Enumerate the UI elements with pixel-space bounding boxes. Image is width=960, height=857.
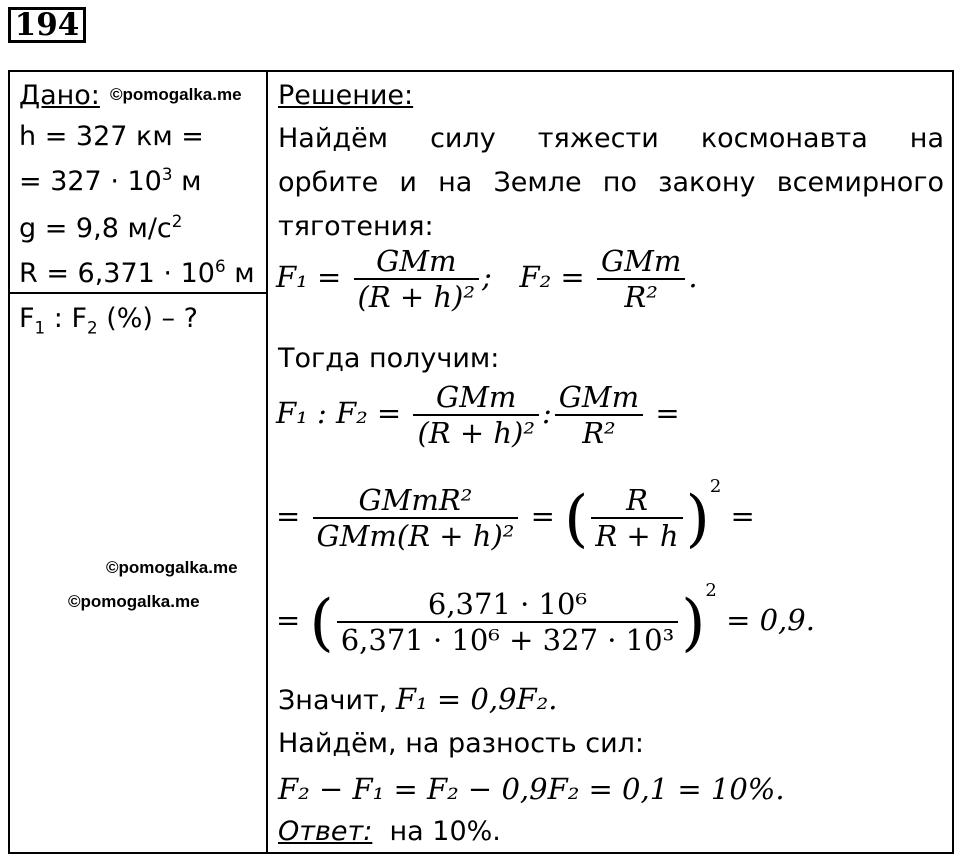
given-divider xyxy=(10,292,266,294)
then-text: Тогда получим: xyxy=(278,343,500,374)
answer-line: Ответ: на 10%. xyxy=(278,816,501,847)
watermark-1: ©pomogalka.me xyxy=(106,558,238,577)
formula-simplify: = $\frac{\text{GMmR²}}{\text{GMm(R + h)²}}$ = ( $\frac{R}{R + h}$ )$^2$ = xyxy=(276,476,755,555)
formula-ratio: F₁ : F₂ = $\frac{\text{GMm}}{\text{(R + h)²}}$ : $\frac{\text{GMm}}{\text{R²}}$ = xyxy=(276,380,680,450)
formula-gravity: F₁ = $\frac{\text{GMm}}{\text{(R + h)²}}$ ; F₂ = $\frac{\text{GMm}}{\text{R²}}$ . xyxy=(276,244,698,314)
solution-intro-1: Найдём силу тяжести космонавта на xyxy=(278,123,944,154)
watermark-2: ©pomogalka.me xyxy=(68,592,200,611)
column-divider xyxy=(266,72,268,852)
formula-numeric: = ( $\frac{\text{6,371 · 10⁶}}{\text{6,371 · 10⁶ + 327 · 10³}}$ )$^2$ = 0,9. xyxy=(276,580,815,659)
solution-heading: Решение: xyxy=(278,80,414,111)
fraction-ratio-b: $\frac{\text{GMm}}{\text{R²}}$ xyxy=(555,380,643,450)
solution-intro-3: тяготения: xyxy=(278,211,434,242)
solution-table xyxy=(8,70,954,854)
given-heading: Дано: xyxy=(19,80,100,111)
fraction-numeric: $\frac{\text{6,371 · 10⁶}}{\text{6,371 · 10⁶ + 327 · 10³}}$ xyxy=(337,587,678,657)
given-line-4: $R = 6,371 \cdot 10^6$ м xyxy=(19,256,255,289)
fraction-simplify: $\frac{\text{GMmR²}}{\text{GMm(R + h)²}}$ xyxy=(313,483,519,553)
problem-number: 194 xyxy=(8,7,86,43)
given-line-2: = $327 \cdot 10^3$ м xyxy=(19,164,202,197)
given-line-3: g = 9,8 $м/с^2$ xyxy=(19,211,183,244)
diff-formula: F₂ − F₁ = F₂ − 0,9F₂ = 0,1 = 10%. xyxy=(278,772,785,806)
solution-intro-2: орбите и на Земле по закону всемирного xyxy=(278,167,944,198)
fraction-ratio-a: $\frac{\text{GMm}}{\text{(R + h)²}}$ xyxy=(413,380,539,450)
given-watermark: ©pomogalka.me xyxy=(110,85,242,104)
so-line: Значит, F₁ = 0,9F₂. xyxy=(278,682,558,716)
given-line-1: h = 327 км = xyxy=(19,121,204,152)
find-line: $F_1$ : $F_2$ (%) – ? xyxy=(19,303,198,338)
fraction-f2: $\frac{\text{GMm}}{\text{R²}}$ xyxy=(597,244,685,314)
fraction-r-rh: $\frac{R}{R + h}$ xyxy=(591,483,682,553)
find-diff-text: Найдём, на разность сил: xyxy=(278,728,645,759)
fraction-f1: $\frac{\text{GMm}}{\text{(R + h)²}}$ xyxy=(354,244,480,314)
